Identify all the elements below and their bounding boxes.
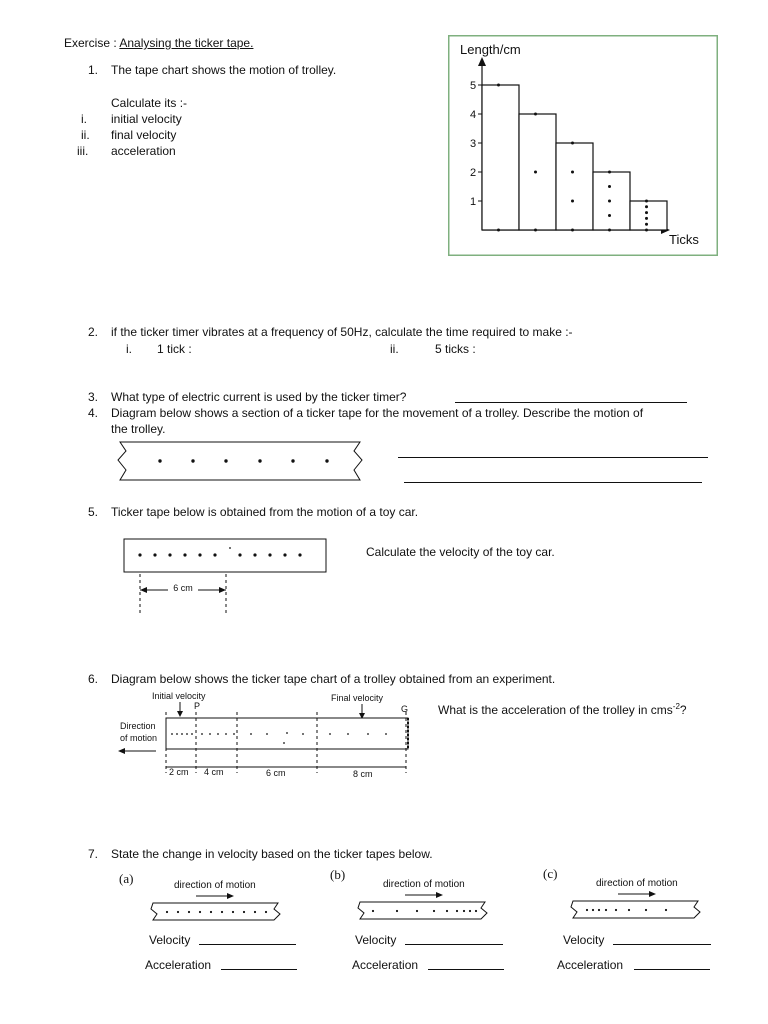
q5-number: 5. [88,505,99,519]
segment-label: 4 cm [204,767,224,777]
q6-question-unit-sup: -2 [672,702,680,711]
q2-number: 2. [88,325,99,339]
tape-dot [298,553,301,556]
answer-line[interactable] [634,969,710,970]
q1-item-text: acceleration [111,144,176,158]
y-tick-label: 1 [470,196,477,208]
tape-dot [224,459,227,462]
answer-line[interactable] [613,944,711,945]
tape-dot [138,553,141,556]
acceleration-label: Acceleration [557,958,624,972]
q2-a-num: i. [126,342,132,356]
tape-dot [283,553,286,556]
q7-text: State the change in velocity based on the ticker tapes below. [111,847,433,861]
acceleration-label: Acceleration [145,958,212,972]
chart-dot [645,223,648,226]
q1-calc: Calculate its :- [111,96,188,110]
q7-part-label: (c) [543,866,558,881]
q6-question [438,702,687,717]
y-tick-label: 3 [470,138,477,150]
q2-text: if the ticker timer vibrates at a frequency of 50Hz, calculate the time required to make :- [111,325,573,339]
direction-of-motion-label: direction of motion [174,880,256,891]
q5-ticker-tape [122,536,332,616]
answer-line[interactable] [405,944,503,945]
chart-dot [608,171,611,174]
answer-line[interactable] [455,402,687,403]
tape-dot [238,553,241,556]
exercise-header [64,36,253,50]
answer-line[interactable] [398,457,708,458]
chart-dot [645,217,648,220]
answer-line[interactable] [428,969,504,970]
chart-dot [608,200,611,203]
q3-text: What type of electric current is used by the ticker timer? [111,390,407,404]
chart-dot [497,229,500,232]
q4-number: 4. [88,406,99,420]
q5-text: Ticker tape below is obtained from the motion of a toy car. [111,505,419,519]
final-velocity-label: Final velocity [331,693,384,703]
q1-text: The tape chart shows the motion of trolley. [111,63,337,77]
tape-dot [325,459,328,462]
exercise-prefix: Exercise : [64,36,117,50]
tape-dot [213,553,216,556]
of-motion-label: of motion [120,733,158,743]
q7-part-label: (b) [330,867,346,882]
chart-bar [630,201,667,230]
chart-bar [482,85,519,230]
chart-dot [645,200,648,203]
tape-dot [268,553,271,556]
q1-number: 1. [88,63,99,77]
tape-dot [158,459,161,462]
x-axis-label: Ticks [669,232,699,247]
q5-dimension-label: 6 cm [173,583,193,593]
chart-dot [645,205,648,208]
answer-line[interactable] [199,944,296,945]
point-p-label: P [194,701,201,711]
y-tick-label: 4 [470,109,477,121]
chart-bar [593,172,630,230]
chart-dot [608,185,611,188]
q4-text: Diagram below shows a section of a ticker tape for the movement of a trolley. Describe the motion of [111,406,644,420]
q6-question-text: What is the acceleration of the trolley in cms [438,703,673,717]
q4-text-cont: the trolley. [111,422,166,436]
velocity-label: Velocity [563,933,605,947]
tape-dot [168,553,171,556]
q1-item-num: iii. [77,144,89,158]
tape-dot [258,459,261,462]
q6-question-end: ? [679,703,687,717]
tape-dot [253,553,256,556]
segment-label: 2 cm [169,767,189,777]
q7-number: 7. [88,847,99,861]
y-tick-label: 5 [470,80,477,92]
tape-dot [183,553,186,556]
chart-dot [571,171,574,174]
q1-item-text: initial velocity [111,112,182,126]
velocity-label: Velocity [149,933,191,947]
chart-dot [534,171,537,174]
direction-of-motion-label: direction of motion [596,878,678,889]
chart-dot [534,229,537,232]
tape-dot [229,547,231,549]
tape-chart [448,35,718,256]
q1-item-num: i. [81,112,87,126]
initial-velocity-label: Initial velocity [152,691,206,701]
q1-item-text: final velocity [111,128,177,142]
point-g-label: G [401,704,409,714]
q2-b-text: 5 ticks : [435,342,476,356]
q7-ticker-tape-c [570,872,705,920]
q5-calc: Calculate the velocity of the toy car. [366,545,555,559]
q2-a-text: 1 tick : [157,342,192,356]
y-axis-label: Length/cm [460,42,521,57]
tape-dot [198,553,201,556]
q4-ticker-tape [116,440,366,482]
chart-bar [519,114,556,230]
chart-dot [534,113,537,116]
velocity-label: Velocity [355,933,397,947]
chart-dot [645,211,648,214]
chart-dot [497,84,500,87]
chart-dot [571,229,574,232]
chart-dot [645,229,648,232]
q6-ticker-tape-chart [118,688,418,784]
q1-item-num: ii. [81,128,90,142]
q7-part-label: (a) [119,871,134,886]
chart-dot [571,200,574,203]
direction-of-motion-label: direction of motion [383,879,465,890]
chart-bar [556,143,593,230]
segment-label: 6 cm [266,768,286,778]
exercise-title: Analysing the ticker tape. [119,36,254,50]
tape-dot [291,459,294,462]
q6-number: 6. [88,672,99,686]
chart-dot [608,229,611,232]
segment-label: 8 cm [353,769,373,779]
q7-ticker-tape-a [150,874,285,922]
answer-line[interactable] [404,482,702,483]
direction-label: Direction [120,721,156,731]
tape-dot [153,553,156,556]
q6-text: Diagram below shows the ticker tape chart of a trolley obtained from an experiment. [111,672,556,686]
tape-dot [191,459,194,462]
y-tick-label: 2 [470,167,477,179]
acceleration-label: Acceleration [352,958,419,972]
q2-b-num: ii. [390,342,399,356]
chart-dot [571,142,574,145]
chart-dot [608,214,611,217]
q7-ticker-tape-b [357,873,492,921]
q3-number: 3. [88,390,99,404]
answer-line[interactable] [221,969,297,970]
